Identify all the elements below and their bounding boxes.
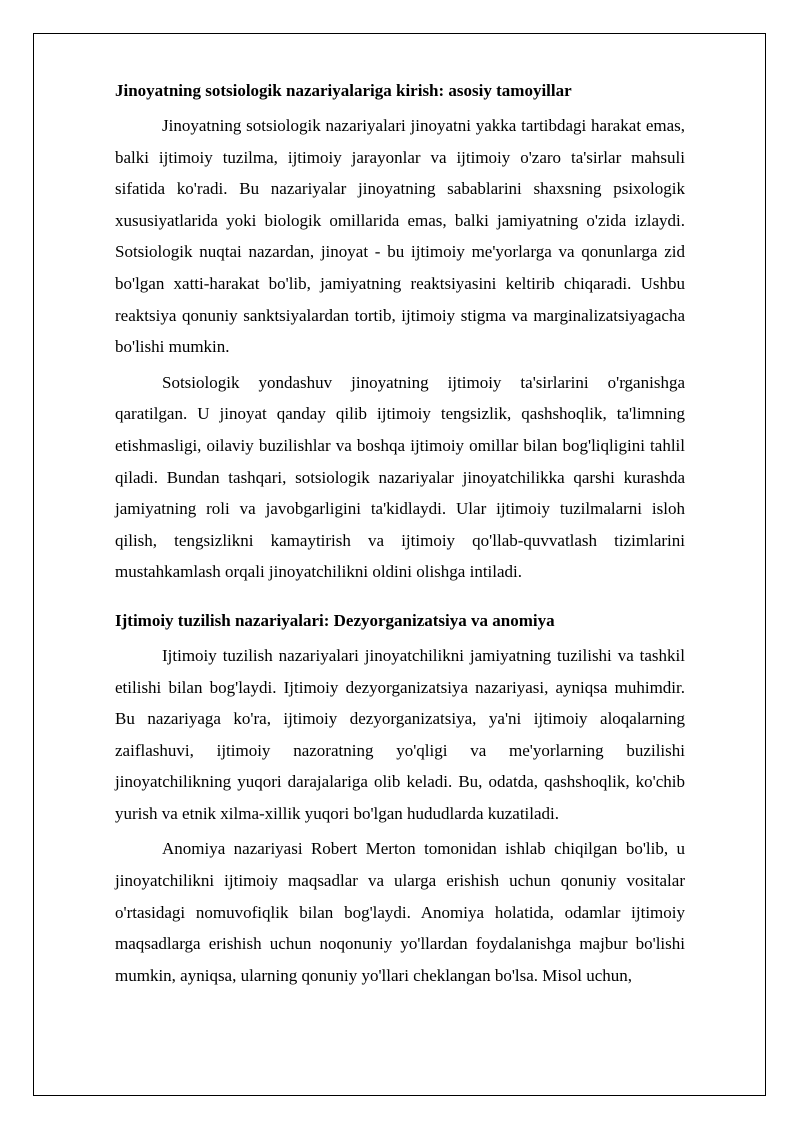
section-heading: Jinoyatning sotsiologik nazariyalariga kirish: asosiy tamoyillar bbox=[115, 81, 572, 100]
document-body bbox=[115, 80, 685, 998]
paragraph: Jinoyatning sotsiologik nazariyalari jinoyatni yakka tartibdagi harakat emas, balki ijtimoiy tuzilma, ijtimoiy jarayonlar va ijtimoiy o'zaro ta'sirlar mahsuli sifatida ko'radi. Bu nazariyalar jinoyatning sabablarini shaxsning psixologik xususiyatlarida yoki biologik omillarida emas, balki jamiyatning o'zida izlaydi. Sotsiologik nuqtai nazardan, jinoyat - bu ijtimoiy me'yorlarga va qonunlarga zid bo'lgan xatti-harakat bo'lib, jamiyatning reaktsiyasini keltirib chiqaradi. Ushbu reaktsiya qonuniy sanktsiyalardan tortib, ijtimoiy stigma va marginalizatsiyagacha bo'lishi mumkin. bbox=[115, 116, 685, 357]
paragraph: Anomiya nazariyasi Robert Merton tomonidan ishlab chiqilgan bo'lib, u jinoyatchilikni ijtimoiy maqsadlar va ularga erishish uchun qonuniy vositalar o'rtasidagi nomuvofiqlik bilan bog'laydi. Anomiya holatida, odamlar ijtimoiy maqsadlarga erishish uchun noqonuniy yo'llardan foydalanishga majbur bo'lishi mumkin, ayniqsa, ularning qonuniy yo'llari cheklangan bo'lsa. Misol uchun, bbox=[115, 839, 685, 985]
section-heading: Ijtimoiy tuzilish nazariyalari: Dezyorganizatsiya va anomiya bbox=[115, 610, 555, 630]
section-social-structure bbox=[115, 610, 685, 992]
paragraph: Ijtimoiy tuzilish nazariyalari jinoyatchilikni jamiyatning tuzilishi va tashkil etilishi bilan bog'laydi. Ijtimoiy dezyorganizatsiya nazariyasi, ayniqsa muhimdir. Bu nazariyaga ko'ra, ijtimoiy dezyorganizatsiya, ya'ni ijtimoiy aloqalarning zaiflashuvi, ijtimoiy nazoratning yo'qligi va me'yorlarning buzilishi jinoyatchilikning yuqori darajalariga olib keladi. Bu, odatda, qashshoqlik, ko'chib yurish va etnik xilma-xillik yuqori bo'lgan hududlarda kuzatiladi. bbox=[115, 645, 685, 823]
section-introduction bbox=[115, 80, 685, 588]
paragraph: Sotsiologik yondashuv jinoyatning ijtimoiy ta'sirlarini o'rganishga qaratilgan. U jinoyat qanday qilib ijtimoiy tengsizlik, qashshoqlik, ta'limning etishmasligi, oilaviy buzilishlar va boshqa ijtimoiy omillar bilan bog'liqligini tahlil qiladi. Bundan tashqari, sotsiologik nazariyalar jinoyatchilikka qarshi kurashda jamiyatning roli va javobgarligini ta'kidlaydi. Ular ijtimoiy tuzilmalarni isloh qilish, tengsizlikni kamaytirish va ijtimoiy qo'llab-quvvatlash tizimlarini mustahkamlash orqali jinoyatchilikni oldini olishga intiladi. bbox=[115, 372, 685, 582]
